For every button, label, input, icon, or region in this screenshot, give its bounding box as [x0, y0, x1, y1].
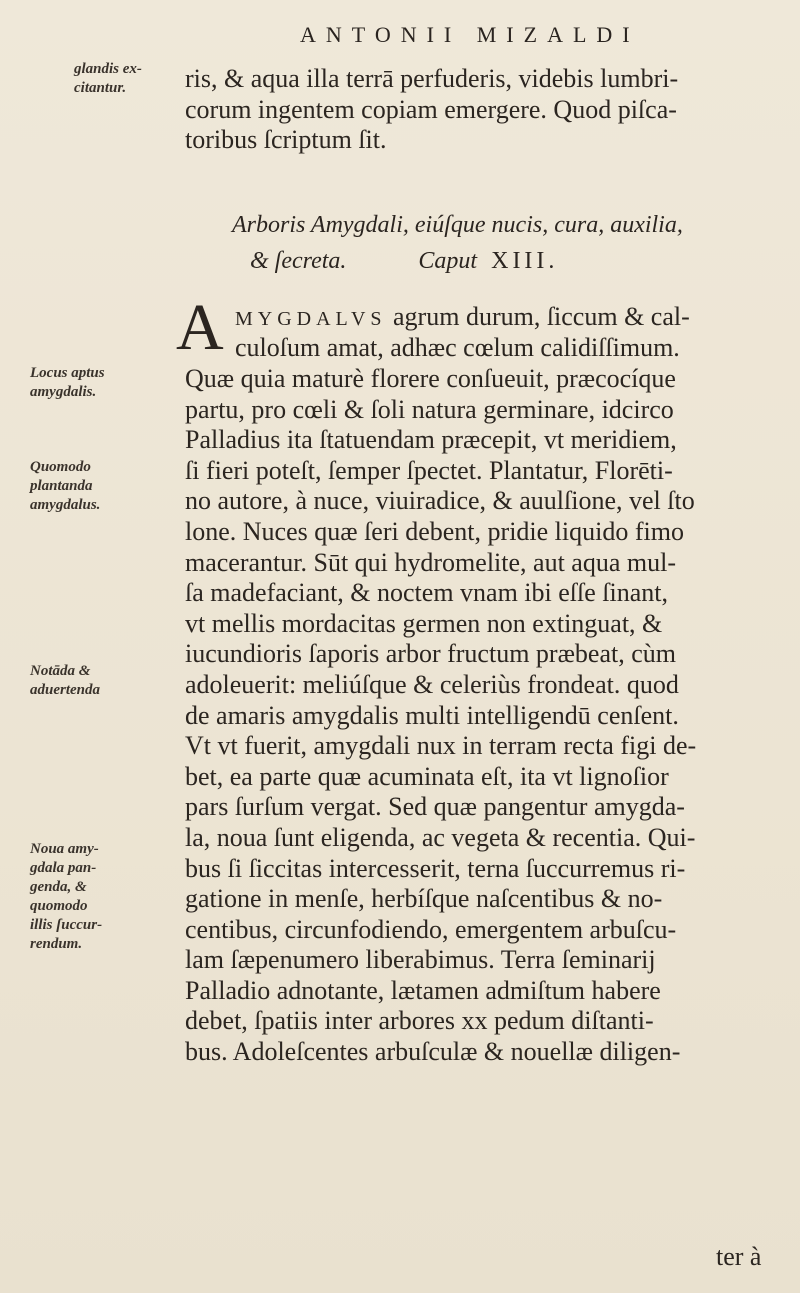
first-line-rest: agrum durum, ſiccum & cal- [386, 302, 690, 331]
first-word-smallcaps: MYGDALVS [235, 308, 387, 330]
text-line: bus ſi ſiccitas intercesserit, terna ſuccurremus ri- [185, 853, 686, 883]
text-line: vt mellis mordacitas germen non extinguat, & [185, 608, 663, 638]
margin-note-locus: Locus aptus amygdalis. [30, 365, 105, 400]
text-line: lam ſæpenumero liberabimus. Terra ſeminarij [185, 945, 656, 975]
text-line: la, noua ſunt eligenda, ac vegeta & recentia. Qui- [185, 822, 696, 852]
text-line: no autore, à nuce, viuiradice, & auulſione, vel ſto [185, 486, 695, 516]
margin-note-glandis: glandis ex- citantur. [74, 61, 142, 96]
text-line: de amaris amygdalis multi intelligendū cenſent. [185, 700, 679, 730]
text-line [235, 302, 690, 333]
text-line: pars ſurſum vergat. Sed quæ pangentur amygda- [185, 792, 685, 822]
text-line: corum ingentem copiam emergere. Quod piſca- [185, 94, 677, 124]
text-line: culoſum amat, adhæc cœlum calidiſſimum. [235, 332, 680, 362]
text-line: lone. Nuces quæ ſeri debent, pridie liquido fimo [185, 516, 684, 546]
margin-note-noua: Noua amy- gdala pan- genda, & quomodo illis ſuccur- rendum. [30, 841, 103, 952]
text-line: partu, pro cœli & ſoli natura germinare, idcirco [185, 394, 674, 424]
text-line: Palladius ita ſtatuendam præcepit, vt meridiem, [185, 425, 677, 455]
margin-note-quomodo: Quomodo plantanda amygdalus. [30, 459, 101, 513]
text-line: bet, ea parte quæ acuminata eſt, ita vt lignoſior [185, 761, 669, 791]
text-line: centibus, circunfodiendo, emergentem arbuſcu- [185, 914, 677, 944]
chapter-title-line2 [250, 244, 558, 278]
catchword: ter à [716, 1242, 762, 1271]
running-head: ANTONII MIZALDI [300, 22, 640, 47]
text-line: Palladio adnotante, lætamen admiſtum habere [185, 975, 661, 1005]
text-line: Quæ quia maturè florere conſueuit, præcocíque [185, 364, 676, 393]
text-line: adoleuerit: meliúſque & celeriùs frondeat. quod [185, 669, 679, 699]
text-line: Vt vt fuerit, amygdali nux in terram recta figi de- [185, 731, 697, 761]
main-paragraph [185, 364, 785, 1068]
text-line: toribus ſcriptum ſit. [185, 125, 387, 155]
text-line: macerantur. Sūt qui hydromelite, aut aqua mul- [185, 547, 676, 577]
margin-note-notanda: Notāda & aduertenda [30, 663, 101, 698]
text-line: ſa madefaciant, & noctem vnam ibi eſſe ſinant, [185, 578, 668, 608]
top-paragraph [185, 64, 785, 156]
text-line: ris, & aqua illa terrā perfuderis, videbis lumbri- [185, 64, 679, 93]
text-line: debet, ſpatiis inter arbores xx pedum diſtanti- [185, 1006, 654, 1036]
text-line: bus. Adoleſcentes arbuſculæ & nouellæ diligen- [185, 1037, 681, 1067]
text-line: iucundioris ſaporis arbor fructum præbeat, cùm [185, 639, 676, 669]
text-line: ſi fieri poteſt, ſemper ſpectet. Plantatur, Florēti- [185, 455, 673, 485]
chapter-title-secreta: & ſecreta. [250, 248, 347, 274]
drop-cap-initial: A [176, 291, 224, 364]
chapter-number: XIII. [491, 248, 559, 274]
chapter-title-line1: Arboris Amygdali, eiúſque nucis, cura, auxilia, [232, 212, 683, 238]
chapter-label: Caput [418, 248, 478, 274]
first-lines [235, 302, 690, 363]
text-line: gatione in menſe, herbíſque naſcentibus & no- [185, 884, 663, 914]
